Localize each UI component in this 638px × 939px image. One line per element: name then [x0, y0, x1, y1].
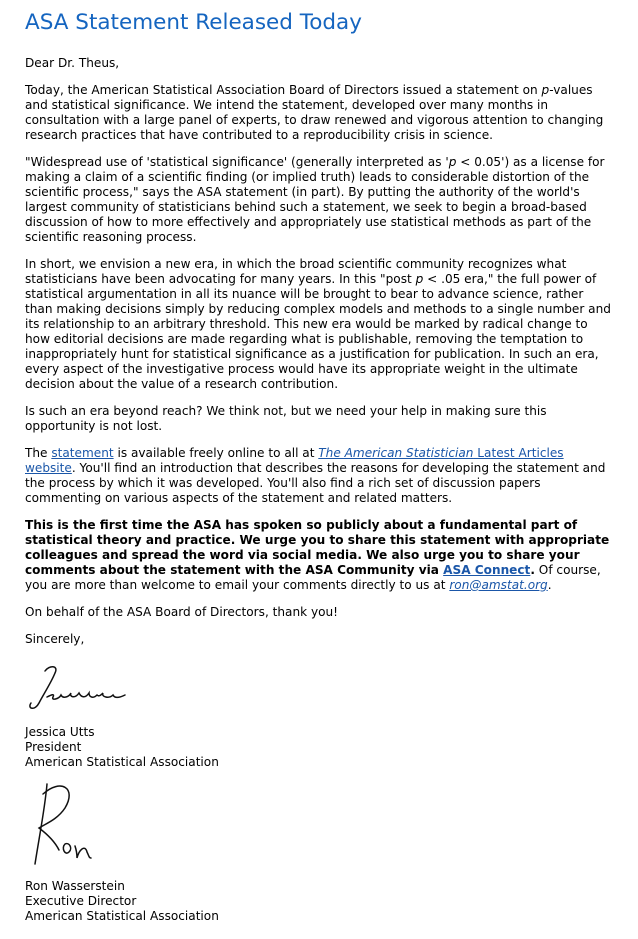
paragraph-5: The statement is available freely online to all at The American Statistician Latest Articles website. You'll find an introduction that describes the reasons for developing the statement and the process by which it was developed. You'll also find a rich set of discussion papers commenting on various aspects of the statement and related matters.	[25, 446, 606, 505]
signer-2-block	[25, 879, 612, 924]
signer-1-org: American Statistical Association	[25, 755, 219, 769]
latest-articles-link[interactable]: The American Statistician Latest Articles website	[25, 446, 564, 475]
page-title: ASA Statement Released Today	[25, 10, 362, 35]
paragraph-4: Is such an era beyond reach? We think not, but we need your help in making sure this opportunity is not lost.	[25, 404, 547, 433]
signer-1-title: President	[25, 740, 82, 754]
signer-2-title: Executive Director	[25, 894, 137, 908]
signature-jessica-image	[25, 659, 135, 717]
signature-jessica	[25, 659, 612, 717]
signer-1-block	[25, 725, 612, 770]
paragraph-7: On behalf of the ASA Board of Directors, thank you!	[25, 605, 339, 619]
paragraph-3: In short, we envision a new era, in which the broad scientific community recognizes what statisticians have been advocating for many years. In this "post p < .05 era," the full power of statistical argumentation in all its nuance will be brought to bear to advance science, rather than making decisions simply by reducing complex models and methods to a single number and its relationship to an arbitrary threshold. This new era would be marked by radical change to how editorial decisions are made regarding what is publishable, removing the temptation to inappropriately hunt for statistical significance as a justification for publication. In such an era, every aspect of the investigative process would have its appropriate weight in the ultimate decision about the value of a research contribution.	[25, 257, 611, 391]
paragraph-6: This is the first time the ASA has spoken so publicly about a fundamental part of statistical theory and practice. We urge you to share this statement with appropriate colleagues and spread the word via social media. We also urge you to share your comments about the statement with the ASA Community via ASA Connect. Of course, you are more than welcome to email your comments directly to us at ron@amstat.org.	[25, 518, 610, 592]
email-link[interactable]: ron@amstat.org	[449, 578, 548, 592]
signature-ron-image	[25, 778, 105, 873]
signature-ron	[25, 778, 612, 873]
signer-2-org: American Statistical Association	[25, 909, 219, 923]
paragraph-1: Today, the American Statistical Association Board of Directors issued a statement on p-values and statistical significance. We intend the statement, developed over many months in consultation with a large panel of experts, to draw renewed and vigorous attention to changing research practices that have contributed to a reproducibility crisis in science.	[25, 83, 604, 142]
statement-link[interactable]: statement	[51, 446, 114, 460]
asa-connect-link[interactable]: ASA Connect	[443, 563, 531, 577]
closing: Sincerely,	[25, 632, 85, 646]
signer-2-name: Ron Wasserstein	[25, 879, 125, 893]
signer-1-name: Jessica Utts	[25, 725, 95, 739]
paragraph-2: "Widespread use of 'statistical significance' (generally interpreted as 'p < 0.05') as a license for making a claim of a scientific finding (or implied truth) leads to considerable distortion of the scientific process," says the ASA statement (in part). By putting the authority of the world's largest community of statisticians behind such a statement, we seek to begin a broad-based discussion of how to more effectively and appropriately use statistical methods as part of the scientific reasoning process.	[25, 155, 605, 244]
salutation: Dear Dr. Theus,	[25, 56, 120, 70]
